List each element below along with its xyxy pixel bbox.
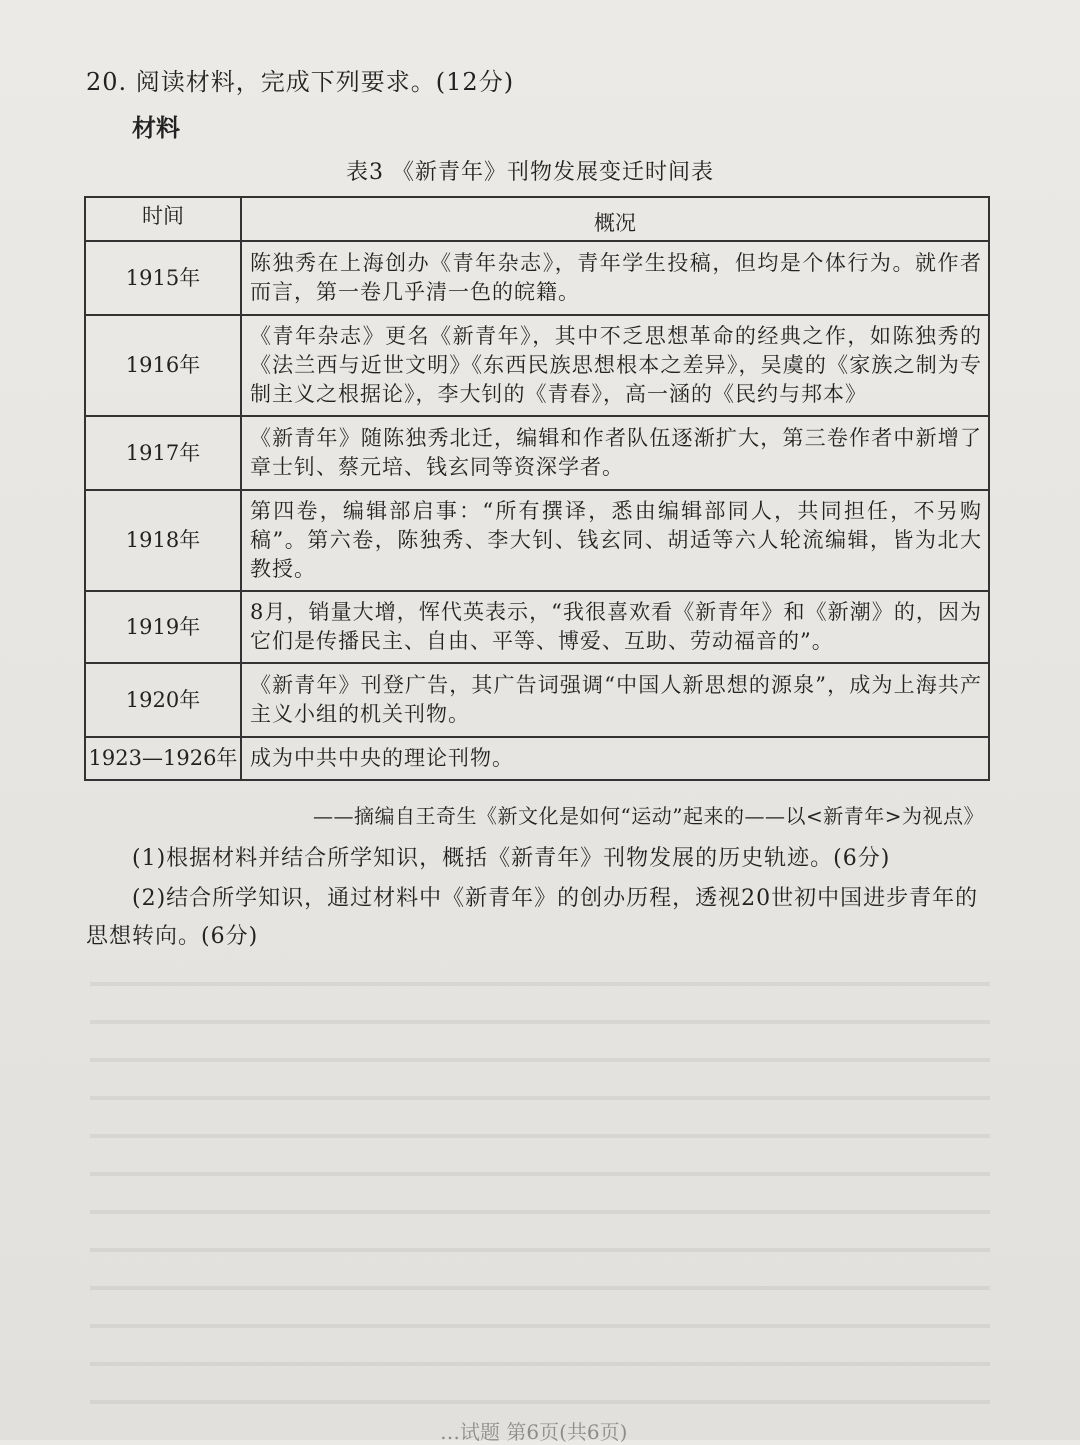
page-footer: …试题 第6页(共6页): [440, 1420, 628, 1444]
row-year: 1923—1926年: [85, 737, 241, 780]
row-desc: 陈独秀在上海创办《青年杂志》，青年学生投稿，但均是个体行为。就作者而言，第一卷几乎清一色的皖籍。: [241, 241, 989, 315]
header-overview: 概况: [241, 197, 989, 241]
row-desc: 成为中共中央的理论刊物。: [241, 737, 989, 780]
table-row: [85, 315, 989, 416]
table-row: [85, 241, 989, 315]
row-desc: 《新青年》随陈独秀北迁，编辑和作者队伍逐渐扩大，第三卷作者中新增了章士钊、蔡元培、钱玄同等资深学者。: [241, 416, 989, 490]
source-citation: ——摘编自王奇生《新文化是如何“运动”起来的——以<新青年>为视点》: [313, 804, 984, 828]
timeline-table: [84, 196, 990, 781]
header-time: 时间: [85, 197, 241, 241]
table-header-row: [85, 197, 989, 241]
row-year: 1919年: [85, 591, 241, 663]
material-label: 材料: [132, 114, 180, 142]
row-desc: 第四卷，编辑部启事：“所有撰译，悉由编辑部同人，共同担任，不另购稿”。第六卷，陈独秀、李大钊、钱玄同、胡适等六人轮流编辑，皆为北大教授。: [241, 490, 989, 591]
table-row: [85, 737, 989, 780]
row-year: 1917年: [85, 416, 241, 490]
row-desc: 《新青年》刊登广告，其广告词强调“中国人新思想的源泉”，成为上海共产主义小组的机关刊物。: [241, 663, 989, 737]
row-year: 1915年: [85, 241, 241, 315]
row-year: 1916年: [85, 315, 241, 416]
table-row: [85, 591, 989, 663]
sub-question-2: (2)结合所学知识，通过材料中《新青年》的创办历程，透视20世初中国进步青年的思想转向。(6分): [86, 886, 979, 949]
row-desc: 8月，销量大增，恽代英表示，“我很喜欢看《新青年》和《新潮》的，因为它们是传播民主、自由、平等、博爱、互助、劳动福音的”。: [241, 591, 989, 663]
table-row: [85, 490, 989, 591]
row-year: 1918年: [85, 490, 241, 591]
table-row: [85, 416, 989, 490]
bleed-through-texture: [90, 960, 990, 1420]
question-title: 20. 阅读材料，完成下列要求。(12分): [86, 68, 515, 96]
row-desc: 《青年杂志》更名《新青年》，其中不乏思想革命的经典之作，如陈独秀的《法兰西与近世文明》《东西民族思想根本之差异》，吴虞的《家族之制为专制主义之根据论》，李大钊的《青春》，高一涵的《民约与邦本》: [241, 315, 989, 416]
table-row: [85, 663, 989, 737]
table-caption: 表3 《新青年》刊物发展变迁时间表: [346, 160, 714, 185]
row-year: 1920年: [85, 663, 241, 737]
sub-question-1: (1)根据材料并结合所学知识，概括《新青年》刊物发展的历史轨迹。(6分): [132, 846, 891, 871]
